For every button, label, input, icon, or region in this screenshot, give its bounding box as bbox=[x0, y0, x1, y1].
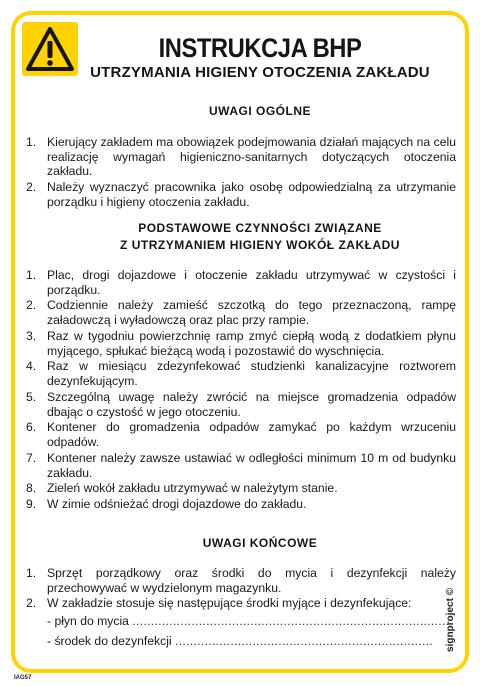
list-item: 4. Raz w miesiącu zdezynfekować studzienki kanalizacyjne roztworem dezynfekującym. bbox=[26, 359, 456, 389]
list-item: 1. Kierujący zakładem ma obowiązek podejmowania działań mających na celu realizację wymagań higieniczno-sanitarnych dotyczących otoczenia zakładu. bbox=[26, 135, 456, 179]
section-heading-basic-line2: Z UTRZYMANIEM HIGIENY WOKÓŁ ZAKŁADU bbox=[120, 238, 400, 252]
list-item: 2. W zakładzie stosuje się następujące środki myjące i dezynfekujące: bbox=[26, 596, 412, 611]
fill-line-disinfectant: - środek do dezynfekcji ...................................................................... bbox=[47, 634, 434, 648]
section-heading-final: UWAGI KOŃCOWE bbox=[202, 536, 318, 550]
fill-line-washing-liquid: - płyn do mycia ...................................................................................... bbox=[47, 614, 450, 628]
brand-label: signproject © bbox=[445, 587, 456, 652]
list-item: 6. Kontener do gromadzenia odpadów zamykać po każdym wrzuceniu odpadów. bbox=[26, 420, 456, 450]
list-item: 2. Należy wyznaczyć pracownika jako osobę odpowiedzialną za utrzymanie porządku i higieny otoczenia zakładu. bbox=[26, 180, 456, 209]
list-item: 1. Plac, drogi dojazdowe i otoczenie zakładu utrzymywać w czystości i porządku. bbox=[26, 268, 456, 297]
list-item: 3. Raz w tygodniu powierzchnię ramp zmyć ciepłą wodą z dodatkiem płynu myjącego, spłukać bieżącą wodą i pozostawić do wyschnięcia. bbox=[26, 328, 456, 358]
page-title: INSTRUKCJA BHP bbox=[158, 33, 362, 63]
product-code: IAG57 bbox=[14, 675, 32, 681]
list-item: 9. W zimie odśnieżać drogi dojazdowe do zakładu. bbox=[26, 497, 307, 512]
section-heading-general: UWAGI OGÓLNE bbox=[209, 104, 311, 118]
general-notes-list bbox=[26, 135, 456, 211]
page-subtitle: UTRZYMANIA HIGIENY OTOCZENIA ZAKŁADU bbox=[90, 64, 430, 81]
section-heading-basic-line1: PODSTAWOWE CZYNNOŚCI ZWIĄZANE bbox=[138, 221, 382, 235]
list-item: 5. Szczególną uwagę należy zwrócić na miejsce gromadzenia odpadów dbając o czystość w jego otoczeniu. bbox=[26, 389, 456, 419]
list-item: 1. Sprzęt porządkowy oraz środki do mycia i dezynfekcji należy przechowywać w wydzielonym magazynku. bbox=[26, 566, 456, 595]
list-item: 2. Codziennie należy zamieść szczotką do tego przeznaczoną, rampę załadowczą i wyładowczą oraz plac przy rampie. bbox=[26, 298, 456, 328]
basic-activities-list bbox=[26, 268, 456, 513]
list-item: 7. Kontener należy zawsze ustawiać w odległości minimum 10 m od budynku zakładu. bbox=[26, 450, 456, 480]
list-item: 8. Zieleń wokół zakładu utrzymywać w należytym stanie. bbox=[26, 481, 338, 496]
final-notes-list bbox=[26, 566, 456, 612]
